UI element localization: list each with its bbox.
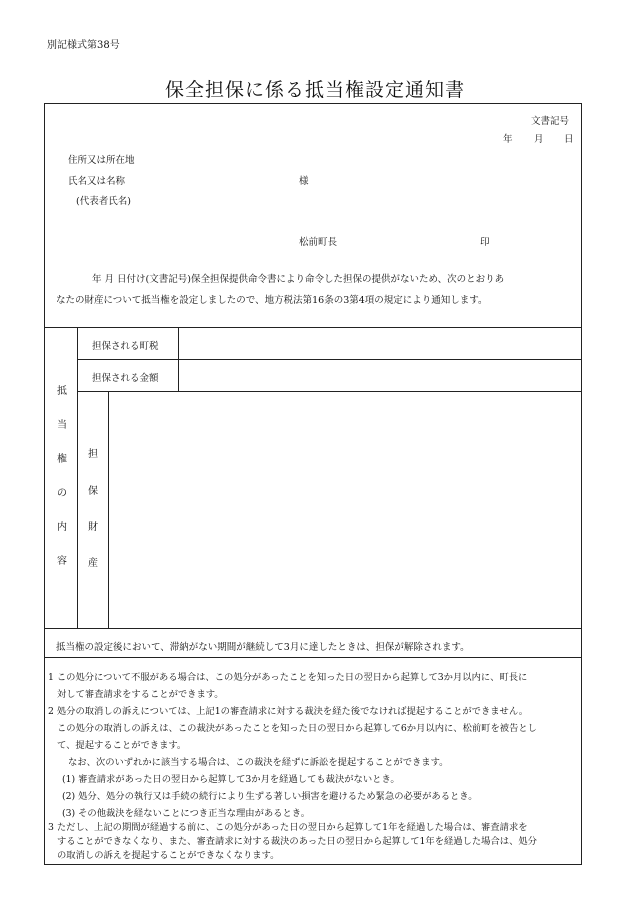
note-line: することができなくなり、また、審査請求に対する裁決のあった日の翌日から起算して1年を経過した場合は、処分	[57, 836, 537, 847]
vertical-char: 保	[88, 486, 98, 497]
secured-tax-label: 担保される町税	[92, 341, 159, 352]
note-line: の取消しの訴えを提起することができなくなります。	[57, 850, 280, 861]
issuer-name: 松前町長	[299, 237, 338, 248]
note-line: (2) 処分、処分の執行又は手続の続行により生ずる著しい損害を避けるため緊急の必要があるとき。	[62, 791, 478, 802]
section-divider	[77, 327, 78, 628]
note-line: この処分の取消しの訴えは、この裁決があったことを知った日の翌日から起算して6か月以内に、松前町を被告とし	[57, 723, 537, 734]
vertical-char: 担	[88, 449, 98, 460]
vertical-char: 当	[57, 420, 67, 431]
notes-top-border	[45, 657, 582, 658]
table-bottom-border	[45, 628, 582, 629]
page-title: 保全担保に係る抵当権設定通知書	[164, 79, 465, 101]
doc-number-label: 文書記号	[531, 116, 570, 127]
secured-amount-label: 担保される金額	[92, 373, 159, 384]
vertical-char: の	[57, 488, 67, 499]
vertical-char: 産	[88, 558, 98, 569]
form-number: 別記様式第38号	[47, 40, 120, 51]
body-line-2: なたの財産について抵当権を設定しましたので、地方税法第16条の3第4項の規定により通知します。	[56, 295, 488, 306]
date-month: 月	[534, 134, 544, 145]
note-line: (1) 審査請求があった日の翌日から起算して3か月を経過しても裁決がないとき。	[62, 774, 400, 785]
property-divider	[108, 391, 109, 628]
note-line: なお、次のいずれかに該当する場合は、この裁決を経ずに訴訟を提起することができます。	[68, 757, 449, 768]
vertical-char: 内	[57, 522, 67, 533]
row-divider-1	[77, 359, 582, 360]
release-notice: 抵当権の設定後において、滞納がない期間が継続して3月に達したときは、担保が解除されます。	[56, 642, 470, 653]
row-divider-2	[77, 391, 582, 392]
address-label: 住所又は所在地	[68, 155, 135, 166]
vertical-char: 財	[88, 522, 98, 533]
honorific: 様	[299, 176, 309, 187]
note-line: て、提起することができます。	[57, 740, 187, 751]
note-line: 2 処分の取消しの訴えについては、上記1の審査請求に対する裁決を経た後でなければ提起することができません。	[48, 706, 529, 717]
note-line: 対して審査請求をすることができます。	[57, 689, 224, 700]
vertical-char: 容	[57, 556, 67, 567]
seal-mark: 印	[480, 237, 490, 248]
note-line: 3 ただし、上記の期間が経過する前に、この処分があった日の翌日から起算して1年を経過した場合は、審査請求を	[48, 822, 528, 833]
table-top-border	[45, 327, 582, 328]
vertical-char: 抵	[57, 386, 67, 397]
note-line: (3) その他裁決を経ないことにつき正当な理由があるとき。	[62, 808, 310, 819]
vertical-char: 権	[57, 454, 67, 465]
name-label: 氏名又は名称	[68, 176, 126, 187]
body-line-1: 年 月 日付け(文書記号)保全担保提供命令書により命令した担保の提供がないため、次のとおりあ	[92, 274, 505, 285]
date-year: 年	[503, 134, 513, 145]
date-day: 日	[564, 134, 574, 145]
representative-label: (代表者氏名)	[76, 196, 131, 207]
note-line: 1 この処分について不服がある場合は、この処分があったことを知った日の翌日から起算して3か月以内に、町長に	[48, 672, 528, 683]
